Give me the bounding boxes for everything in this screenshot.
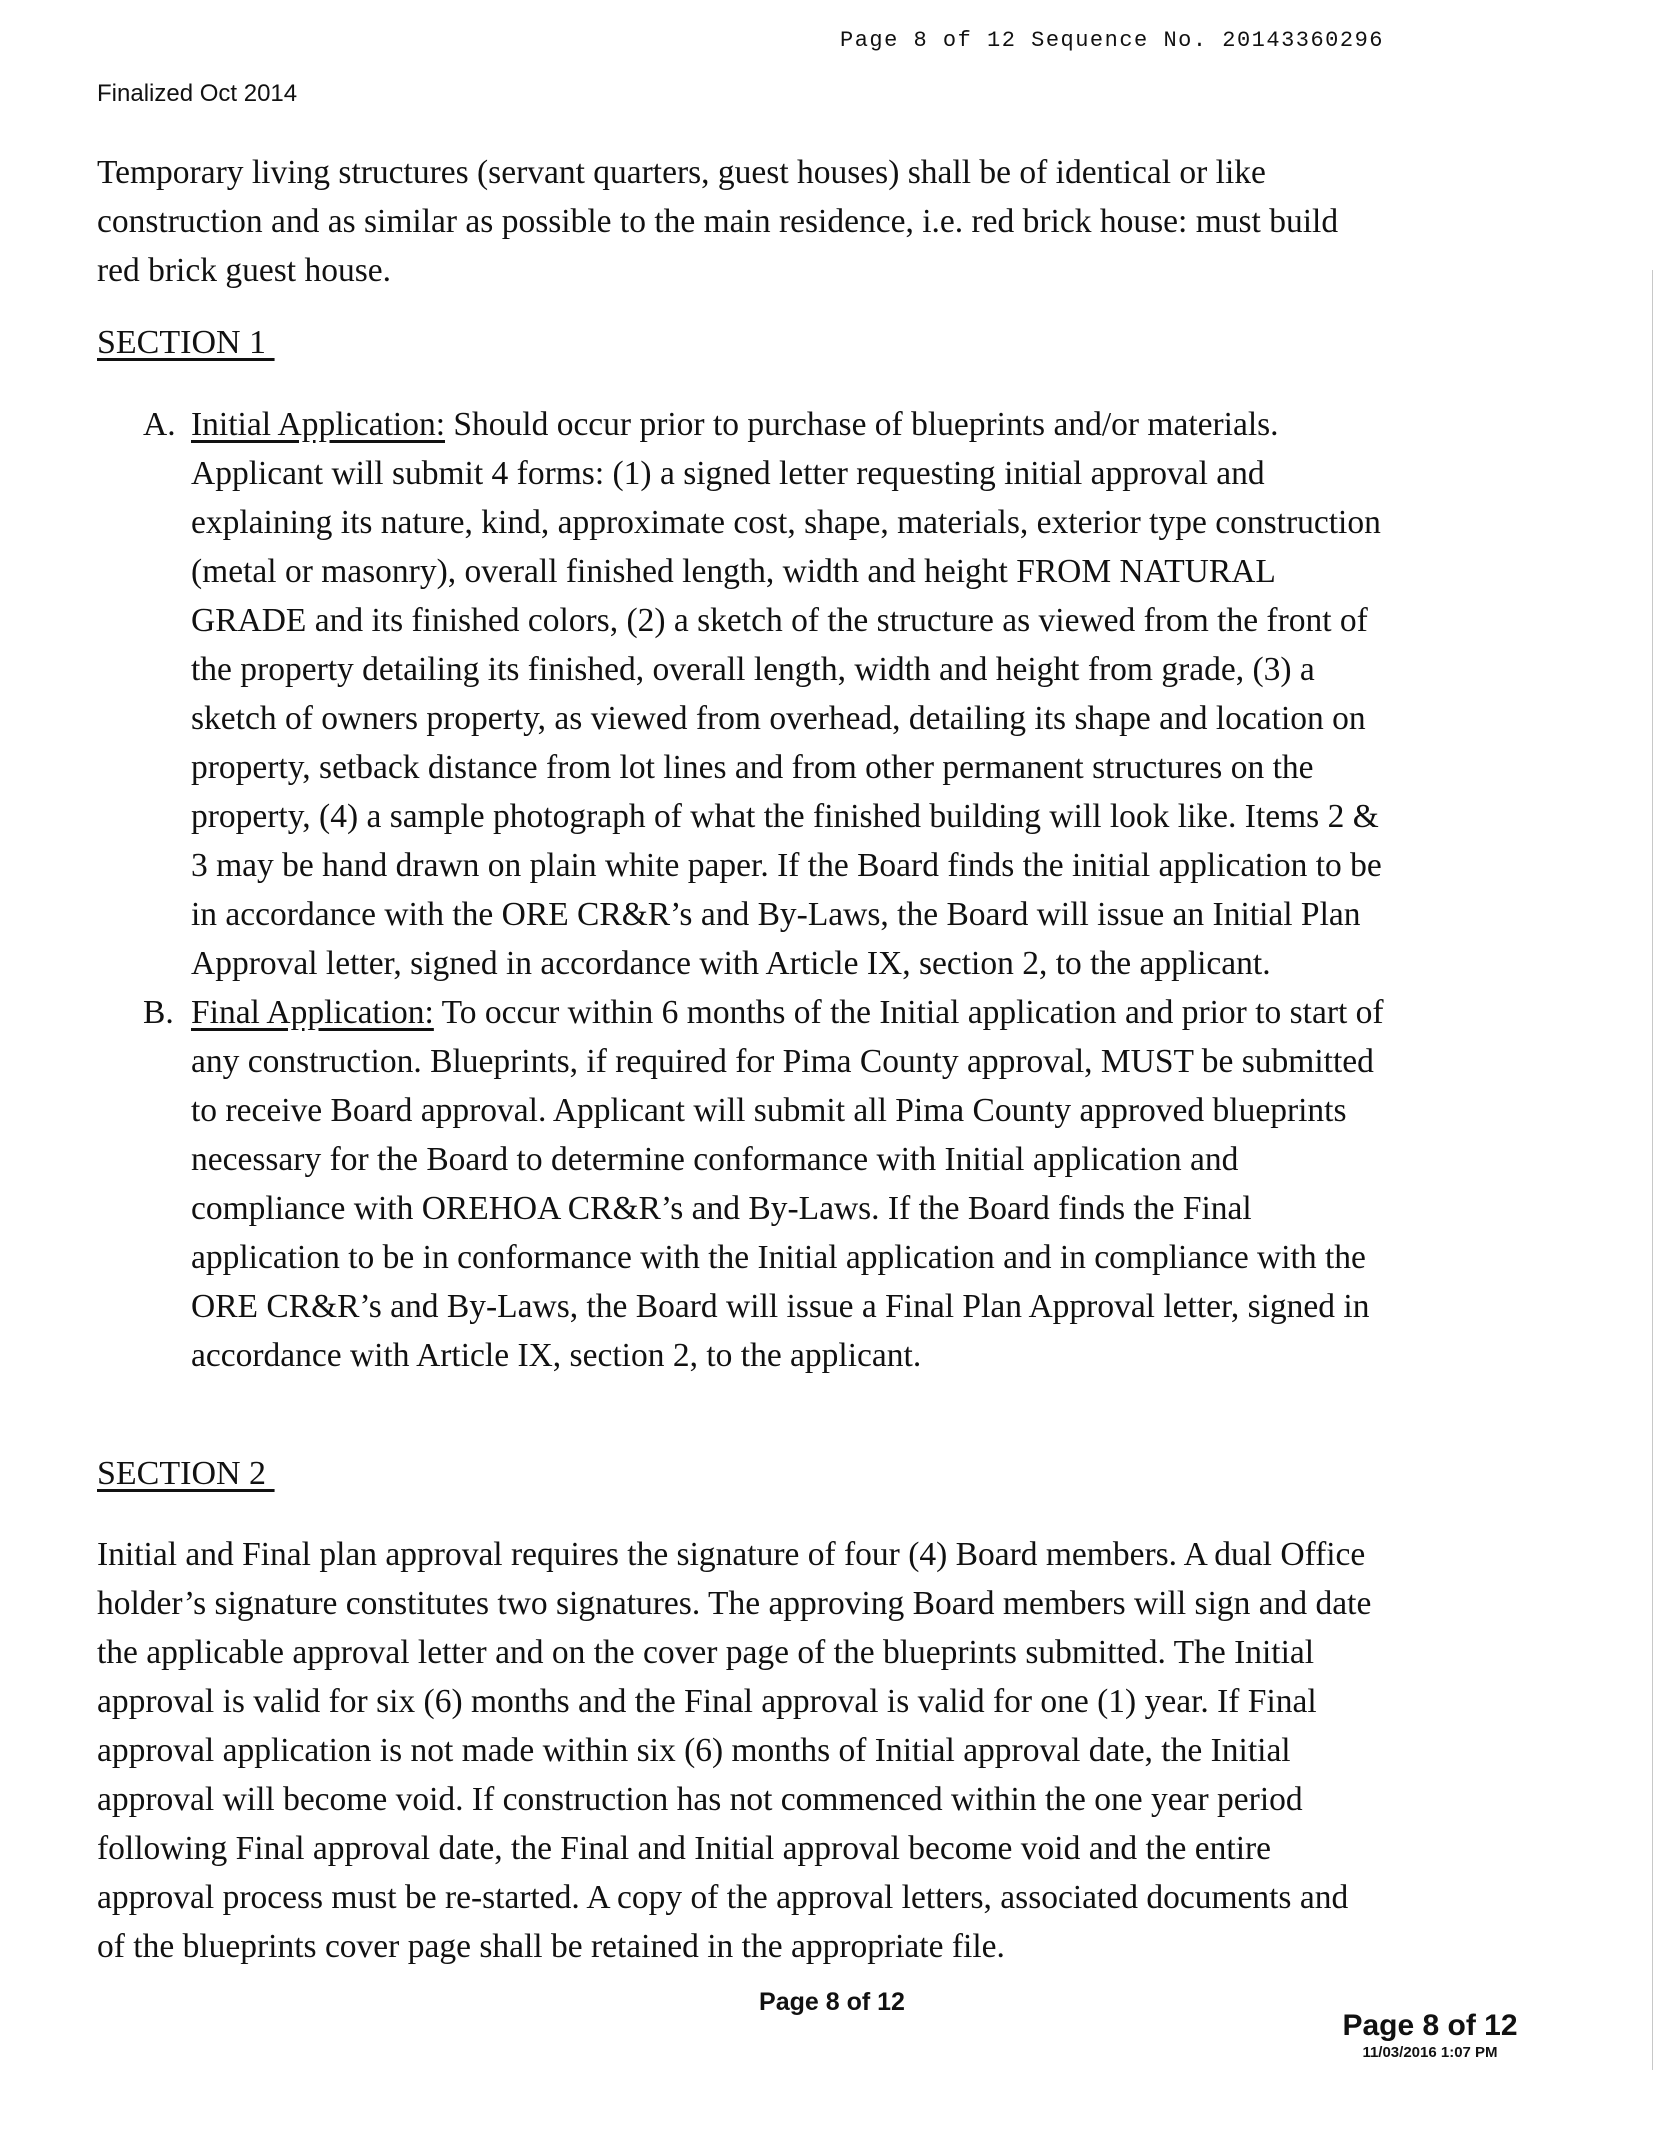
item-letter: B. [143, 994, 174, 1031]
text-line: the applicable approval letter and on the cover page of the blueprints submitted. The Initial [97, 1634, 1315, 1671]
scan-edge-divider [1652, 270, 1653, 2070]
text-line: accordance with Article IX, section 2, to the applicant. [191, 1337, 922, 1374]
text-line: holder’s signature constitutes two signatures. The approving Board members will sign and date [97, 1585, 1372, 1622]
text-line: 3 may be hand drawn on plain white paper. If the Board finds the initial application to be [191, 847, 1382, 884]
section-2-paragraph [97, 1530, 1371, 1971]
finalized-date: Finalized Oct 2014 [97, 80, 298, 107]
item-body [191, 988, 1384, 1380]
text-line: property, setback distance from lot lines and from other permanent structures on the [191, 749, 1314, 786]
text-line: in accordance with the ORE CR&R’s and By-Laws, the Board will issue an Initial Plan [191, 896, 1361, 933]
item-lead: Final Application: [191, 994, 434, 1031]
page-number-right: Page 8 of 12 [1342, 2009, 1518, 2042]
text-line: approval process must be re-started. A copy of the approval letters, associated documents and [97, 1879, 1349, 1916]
text-line: of the blueprints cover page shall be retained in the appropriate file. [97, 1928, 1005, 1965]
text-line: Initial and Final plan approval requires the signature of four (4) Board members. A dual Office [97, 1536, 1366, 1573]
text-line: Final Application: To occur within 6 months of the Initial application and prior to start of [191, 994, 1384, 1031]
text-line: following Final approval date, the Final and Initial approval become void and the entire [97, 1830, 1272, 1867]
page-number-stamp [1300, 2008, 1560, 2062]
text-line: compliance with OREHOA CR&R’s and By-Laws. If the Board finds the Final [191, 1190, 1252, 1227]
item-lead: Initial Application: [191, 406, 445, 443]
text-line: approval will become void. If construction has not commenced within the one year period [97, 1781, 1303, 1818]
page-number-center: Page 8 of 12 [759, 1988, 905, 2016]
section-2-heading: SECTION 2 [97, 1455, 275, 1492]
text-line: GRADE and its finished colors, (2) a sketch of the structure as viewed from the front of [191, 602, 1368, 639]
text-line: approval application is not made within six (6) months of Initial approval date, the Initial [97, 1732, 1291, 1769]
section-1-heading: SECTION 1 [97, 324, 275, 361]
text-line: Temporary living structures (servant quarters, guest houses) shall be of identical or like [97, 154, 1266, 191]
text-line: necessary for the Board to determine conformance with Initial application and [191, 1141, 1239, 1178]
print-timestamp: 11/03/2016 1:07 PM [1362, 2044, 1498, 2061]
text-line: Applicant will submit 4 forms: (1) a signed letter requesting initial approval and [191, 455, 1265, 492]
text-line: Approval letter, signed in accordance with Article IX, section 2, to the applicant. [191, 945, 1271, 982]
text-line: ORE CR&R’s and By-Laws, the Board will issue a Final Plan Approval letter, signed in [191, 1288, 1370, 1325]
text-line: property, (4) a sample photograph of what the finished building will look like. Items 2 & [191, 798, 1379, 835]
text-line: construction and as similar as possible to the main residence, i.e. red brick house: must build [97, 203, 1339, 240]
text-line: to receive Board approval. Applicant will submit all Pima County approved blueprints [191, 1092, 1347, 1129]
intro-paragraph [97, 148, 1338, 295]
text-line: red brick guest house. [97, 252, 391, 289]
item-body [191, 400, 1382, 988]
text-line: explaining its nature, kind, approximate cost, shape, materials, exterior type construction [191, 504, 1381, 541]
text-line: approval is valid for six (6) months and the Final approval is valid for one (1) year. If Final [97, 1683, 1317, 1720]
text-line: any construction. Blueprints, if required for Pima County approval, MUST be submitted [191, 1043, 1374, 1080]
text-line: Initial Application: Should occur prior to purchase of blueprints and/or materials. [191, 406, 1279, 443]
sequence-stamp: Page 8 of 12 Sequence No. 20143360296 [840, 28, 1384, 53]
text-line: sketch of owners property, as viewed from overhead, detailing its shape and location on [191, 700, 1366, 737]
text-line: the property detailing its finished, overall length, width and height from grade, (3) a [191, 651, 1315, 688]
item-letter: A. [143, 406, 176, 443]
text-line: (metal or masonry), overall finished length, width and height FROM NATURAL [191, 553, 1276, 590]
text-line: application to be in conformance with the Initial application and in compliance with the [191, 1239, 1366, 1276]
